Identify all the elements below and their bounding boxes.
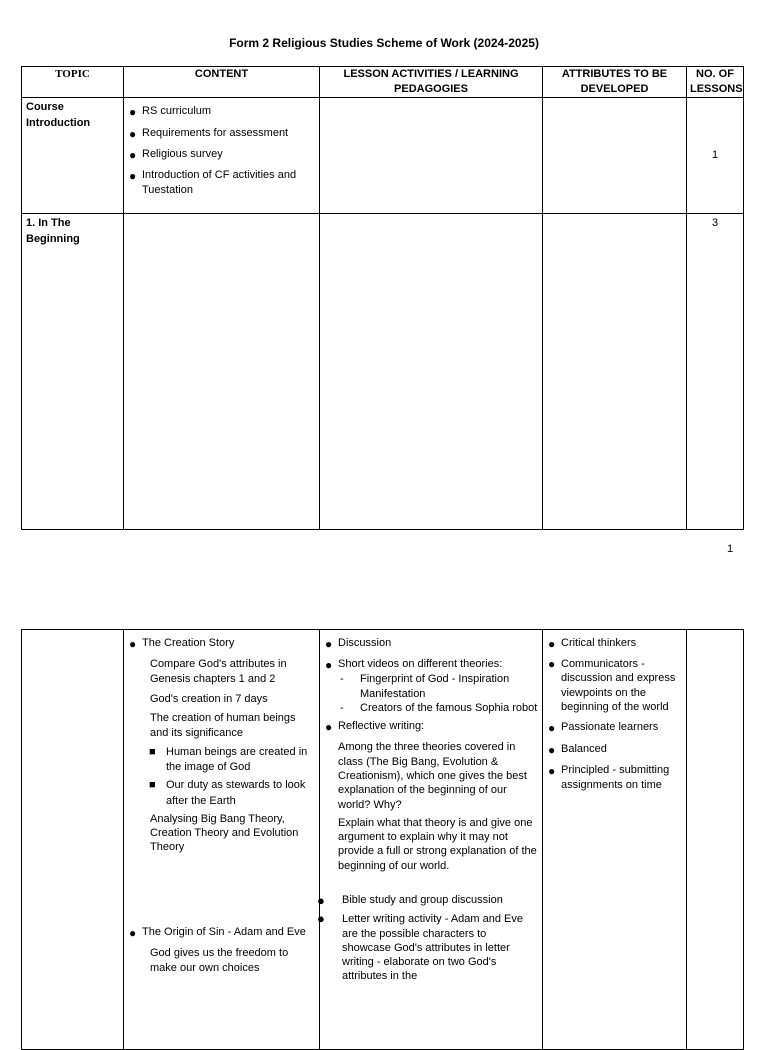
round-bullet-icon: ● [317,893,325,909]
round-bullet-icon: ● [129,925,137,940]
header-lessons: NO. OF LESSONS [687,67,744,98]
list-item: ● Introduction of CF activities and Tuestation [129,168,297,197]
round-bullet-icon: ● [129,147,137,162]
round-bullet-icon: ● [129,126,137,141]
header-activities: LESSON ACTIVITIES / LEARNING PEDAGOGIES [320,67,543,98]
round-bullet-icon: ● [548,657,556,672]
lessons-count: 3 [687,214,744,530]
list-item: ■ Human beings are created in the image of God [149,746,308,774]
list-item: ● Requirements for assessment [129,126,289,141]
content-cell [124,98,320,214]
list-item: ● Letter writing activity - Adam and Eve are the possible characters to showcase God's attributes in letter writing - elaborate on two God's attributes in the [317,911,523,983]
list-item: Explain what that theory is and give one argument to explain why it may not provide a full or strong explanation of the beginning of our world. [338,816,537,872]
list-item: ● RS curriculum [129,105,212,120]
list-item: ● Passionate learners [548,721,659,736]
square-bullet-icon: ■ [149,746,156,759]
scheme-table-page-1 [21,66,744,530]
list-item: ■ Our duty as stewards to look after the Earth [149,779,306,807]
topic-cell [22,630,124,1050]
document-title: Form 2 Religious Studies Scheme of Work (2024-2025) [229,36,539,50]
list-item: Among the three theories covered in class (The Big Bang, Evolution & Creationism), which one gives the best explanation of the beginning of our world? Why? [338,741,527,811]
square-bullet-icon: ■ [149,779,156,792]
header-content: CONTENT [124,67,320,98]
dash-bullet-icon: - [340,673,344,686]
topic-course-introduction: Course Introduction [22,98,124,214]
round-bullet-icon: ● [129,105,137,120]
table-header-row [22,67,744,98]
header-attributes: ATTRIBUTES TO BE DEVELOPED [543,67,687,98]
round-bullet-icon: ● [129,168,137,183]
round-bullet-icon: ● [325,720,333,735]
round-bullet-icon: ● [129,637,137,651]
list-item: God gives us the freedom to make our own choices [150,946,289,974]
list-item: ● Religious survey [129,147,223,162]
list-item: ● The Creation Story [129,637,235,651]
list-item: Analysing Big Bang Theory, Creation Theory and Evolution Theory [150,812,299,854]
activities-cell [320,98,543,214]
round-bullet-icon: ● [548,721,556,736]
round-bullet-icon: ● [548,763,556,778]
header-topic: TOPIC [22,67,124,98]
list-item: God's creation in 7 days [150,692,268,705]
page-number: 1 [727,543,734,555]
list-item: ● Principled - submitting assignments on time [548,763,670,791]
lessons-count: 1 [687,98,744,214]
lessons-count [687,630,744,1050]
round-bullet-icon: ● [325,658,333,673]
dash-bullet-icon: - [340,701,344,714]
table-row [22,214,744,530]
list-item: ● Communicators - discussion and express viewpoints on the beginning of the world [548,657,676,714]
round-bullet-icon: ● [548,637,556,651]
list-item: ● The Origin of Sin - Adam and Eve [129,925,306,940]
attributes-cell [543,630,687,1050]
list-item: ● Critical thinkers [548,637,637,651]
table-row [22,630,744,1050]
topic-in-the-beginning: 1. In The Beginning [22,214,124,530]
list-item: - Fingerprint of God - Inspiration Manifestation [340,673,510,700]
attributes-cell [543,214,687,530]
table-row [22,98,744,214]
activities-cell [317,630,543,1050]
round-bullet-icon: ● [548,742,556,757]
round-bullet-icon: ● [317,911,325,927]
attributes-cell [543,98,687,214]
round-bullet-icon: ● [325,637,333,651]
list-item: ● Short videos on different theories: [325,658,503,673]
scheme-table-page-2 [21,629,744,1050]
list-item: ● Bible study and group discussion [317,893,503,909]
list-item: ● Reflective writing: [325,720,425,735]
content-cell [124,630,320,1050]
list-item: Compare God's attributes in Genesis chapters 1 and 2 [150,658,287,686]
content-cell [124,214,320,530]
list-item: - Creators of the famous Sophia robot [340,701,538,714]
list-item: The creation of human beings and its significance [150,711,296,739]
activities-cell [320,214,543,530]
list-item: ● Discussion [325,637,392,651]
list-item: ● Balanced [548,742,607,757]
